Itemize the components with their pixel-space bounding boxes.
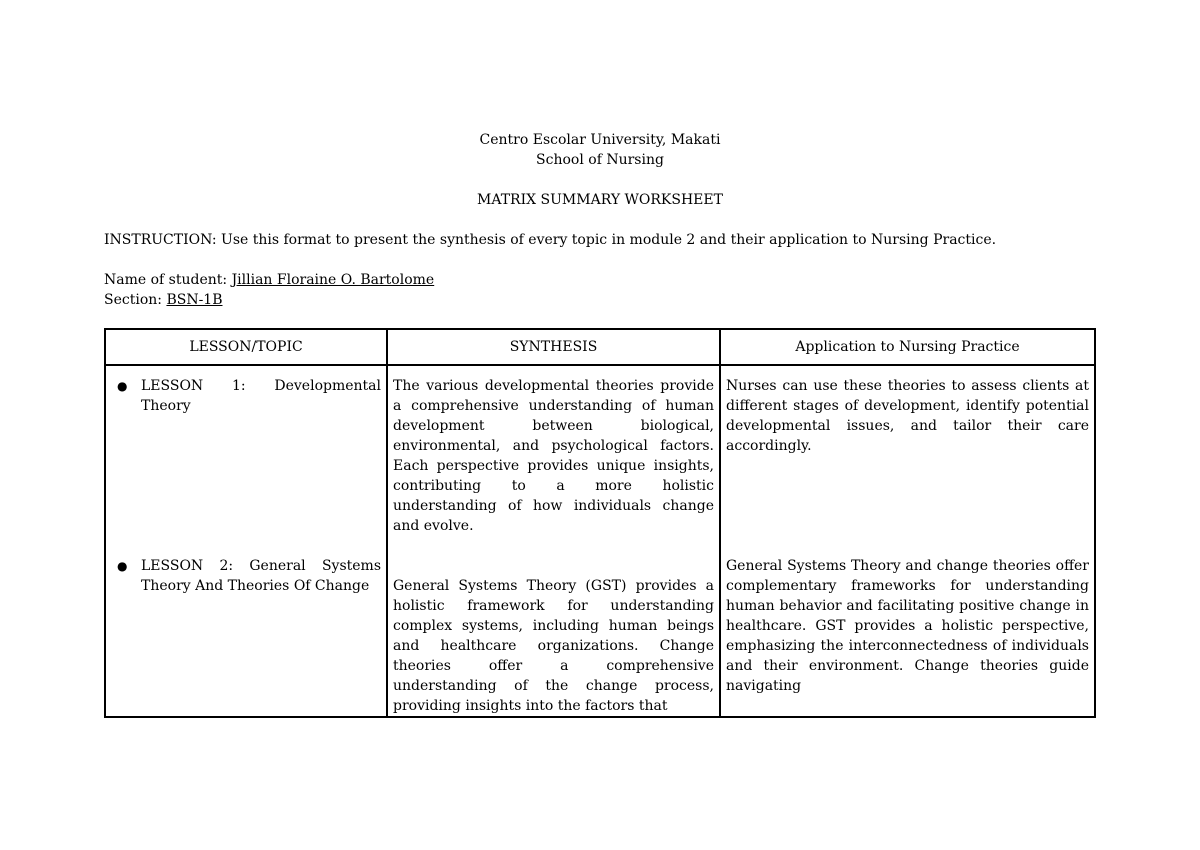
bullet-icon: ●: [117, 559, 128, 573]
university-name: Centro Escolar University, Makati: [479, 132, 721, 148]
school-name: School of Nursing: [536, 152, 664, 168]
synthesis-text: The various developmental theories provide a comprehensive understanding of human development between biological, environmental, and psychological factors. Each perspective provides unique insights, contributing to a more holistic understanding of how individuals change and evolve.: [393, 378, 714, 534]
synthesis-text: General Systems Theory (GST) provides a holistic framework for understanding complex systems, including human beings and healthcare organizations. Change theories offer a comprehensive understanding of the change process, providing insights into the factors that: [393, 578, 714, 714]
worksheet-title: MATRIX SUMMARY WORKSHEET: [477, 192, 723, 208]
bullet-icon: ●: [117, 379, 128, 393]
instruction-text: INSTRUCTION: Use this format to present the synthesis of every topic in module 2 and their application to Nursing Practice.: [104, 232, 997, 248]
lesson-title: LESSON 2: General Systems Theory And Theories Of Change: [141, 558, 381, 594]
matrix-table: [104, 328, 1096, 718]
section-line: [104, 290, 223, 310]
lesson-item: [111, 376, 381, 516]
table-header-row: [105, 329, 1095, 365]
lesson-title: LESSON 1: Developmental Theory: [141, 378, 381, 414]
header-application: Application to Nursing Practice: [720, 329, 1095, 365]
application-column: [720, 365, 1095, 717]
table-row: [105, 365, 1095, 717]
header-synthesis: SYNTHESIS: [387, 329, 720, 365]
section-value: BSN-1B: [166, 292, 223, 308]
student-name-label: Name of student:: [104, 272, 232, 288]
section-label: Section:: [104, 292, 167, 308]
student-name-line: [104, 270, 434, 290]
header-lesson-topic: LESSON/TOPIC: [105, 329, 387, 365]
application-text: General Systems Theory and change theories offer complementary frameworks for understanding human behavior and facilitating positive change in healthcare. GST provides a holistic perspective, emphasizing the interconnectedness of individuals and their environment. Change theories guide navigating: [726, 558, 1089, 694]
application-text: Nurses can use these theories to assess clients at different stages of development, identify potential developmental issues, and tailor their care accordingly.: [726, 378, 1089, 454]
student-name-value: Jillian Floraine O. Bartolome: [231, 272, 435, 288]
lesson-column: [105, 365, 387, 717]
lesson-item: [111, 556, 381, 696]
synthesis-column: [387, 365, 720, 717]
